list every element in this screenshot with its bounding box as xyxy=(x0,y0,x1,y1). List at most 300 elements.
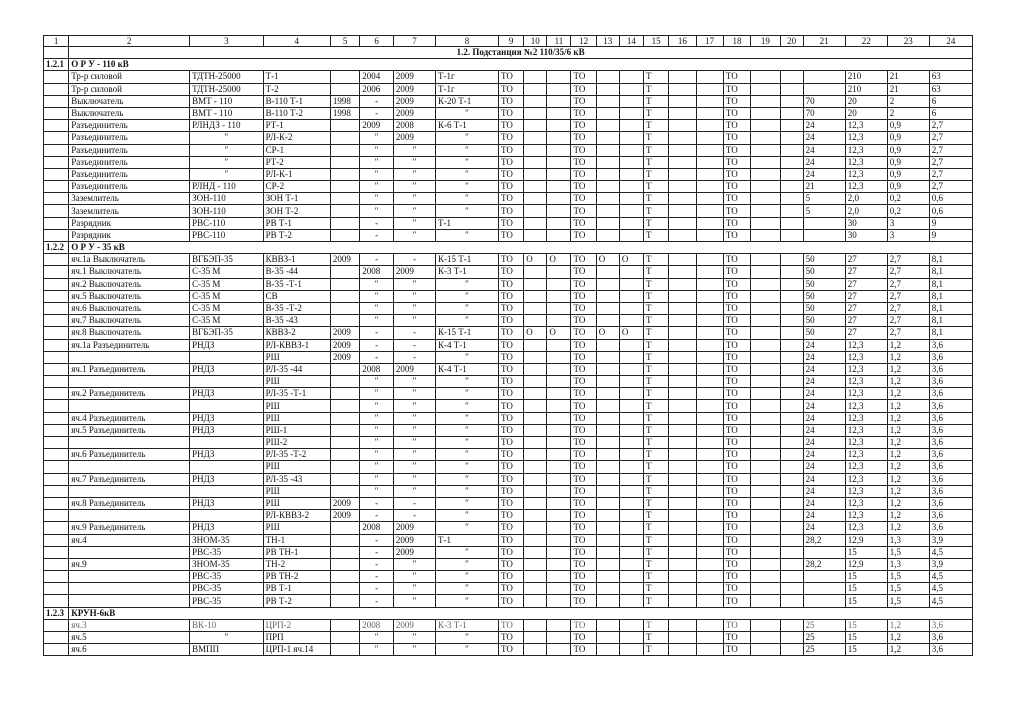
table-cell xyxy=(696,546,723,558)
table-cell xyxy=(751,120,780,132)
table-cell: 2009 xyxy=(393,546,435,558)
table-cell xyxy=(780,278,803,290)
table-cell xyxy=(547,583,571,595)
table-cell xyxy=(596,412,619,424)
table-cell: 2,7 xyxy=(929,156,972,168)
table-cell: 12,3 xyxy=(845,156,887,168)
table-cell xyxy=(44,363,69,375)
table-cell xyxy=(669,485,696,497)
table-cell: 8,1 xyxy=(929,254,972,266)
table-cell: Т xyxy=(643,95,668,107)
table-cell xyxy=(619,107,643,119)
table-cell xyxy=(69,437,190,449)
table-cell xyxy=(619,400,643,412)
table-cell: ″ xyxy=(360,473,394,485)
table-cell: В-110 Т-1 xyxy=(263,95,330,107)
table-cell: Т xyxy=(643,437,668,449)
table-cell: 12,3 xyxy=(845,120,887,132)
table-cell xyxy=(751,278,780,290)
table-cell: Т xyxy=(643,461,668,473)
table-cell: 3,6 xyxy=(929,632,972,644)
table-cell: яч.1 Разъединитель xyxy=(69,363,190,375)
table-cell: ″ xyxy=(393,461,435,473)
table-cell: Т xyxy=(643,290,668,302)
table-cell: 2,0 xyxy=(845,205,887,217)
table-cell: - xyxy=(393,339,435,351)
table-cell: ″ xyxy=(435,546,498,558)
table-cell: - xyxy=(360,510,394,522)
table-cell xyxy=(751,315,780,327)
table-cell xyxy=(524,229,547,241)
table-cell: РШ xyxy=(263,412,330,424)
table-cell: 15 xyxy=(845,583,887,595)
table-cell xyxy=(524,497,547,509)
table-cell: ТО xyxy=(571,351,596,363)
table-cell: ТО xyxy=(499,534,524,546)
table-cell: 15 xyxy=(845,632,887,644)
table-cell: яч.3 xyxy=(69,619,190,631)
table-cell xyxy=(669,95,696,107)
table-cell xyxy=(696,571,723,583)
table-cell: 27 xyxy=(845,266,887,278)
table-cell xyxy=(547,95,571,107)
table-cell: ″ xyxy=(360,412,394,424)
table-cell: 1,3 xyxy=(887,534,929,546)
table-cell xyxy=(330,449,359,461)
table-cell xyxy=(696,156,723,168)
table-cell: ″ xyxy=(435,181,498,193)
table-cell xyxy=(44,497,69,509)
table-cell: ″ xyxy=(393,193,435,205)
table-cell: 1998 xyxy=(330,95,359,107)
table-cell: ТО xyxy=(499,376,524,388)
table-cell: ТО xyxy=(571,120,596,132)
table-cell: ТО xyxy=(499,254,524,266)
table-cell xyxy=(44,278,69,290)
table-cell: 12,3 xyxy=(845,400,887,412)
table-cell xyxy=(780,424,803,436)
table-row xyxy=(44,571,973,583)
table-cell: ТО xyxy=(723,339,750,351)
table-cell xyxy=(547,619,571,631)
table-cell: ТО xyxy=(723,144,750,156)
table-cell: ТО xyxy=(723,302,750,314)
table-cell xyxy=(780,619,803,631)
table-cell: 2,7 xyxy=(929,181,972,193)
table-cell: - xyxy=(393,254,435,266)
table-cell xyxy=(669,278,696,290)
table-cell xyxy=(596,120,619,132)
table-cell xyxy=(780,632,803,644)
table-cell: ТО xyxy=(499,546,524,558)
table-cell: Т-1г xyxy=(435,83,498,95)
table-cell: Т xyxy=(643,278,668,290)
table-cell: К-3 Т-1 xyxy=(435,266,498,278)
table-cell xyxy=(751,156,780,168)
table-cell xyxy=(190,461,264,473)
table-cell xyxy=(596,83,619,95)
table-cell: Тр-р силовой xyxy=(69,83,190,95)
table-cell: ″ xyxy=(190,168,264,180)
table-cell: Т xyxy=(643,644,668,656)
table-cell xyxy=(596,619,619,631)
table-cell: ″ xyxy=(393,583,435,595)
table-cell: О xyxy=(524,327,547,339)
table-cell: ″ xyxy=(393,400,435,412)
table-cell xyxy=(803,229,845,241)
table-cell xyxy=(547,461,571,473)
table-cell xyxy=(44,156,69,168)
table-cell: ТО xyxy=(499,351,524,363)
table-row xyxy=(44,181,973,193)
table-cell: ″ xyxy=(360,278,394,290)
table-cell: ″ xyxy=(393,290,435,302)
section-header-row xyxy=(44,59,973,71)
table-cell: 3,6 xyxy=(929,461,972,473)
table-cell xyxy=(696,168,723,180)
table-row xyxy=(44,205,973,217)
table-cell: Т xyxy=(643,120,668,132)
table-cell xyxy=(780,144,803,156)
table-cell xyxy=(619,120,643,132)
table-cell xyxy=(547,71,571,83)
table-cell: 3,6 xyxy=(929,437,972,449)
table-cell: ТО xyxy=(723,522,750,534)
table-cell xyxy=(619,266,643,278)
table-cell: РШ xyxy=(263,485,330,497)
table-cell xyxy=(669,120,696,132)
table-cell xyxy=(619,534,643,546)
table-cell: 1,2 xyxy=(887,339,929,351)
table-cell: 12,3 xyxy=(845,437,887,449)
table-cell xyxy=(669,571,696,583)
table-cell: 12,9 xyxy=(845,534,887,546)
table-cell xyxy=(44,534,69,546)
table-cell xyxy=(669,266,696,278)
table-cell xyxy=(596,132,619,144)
table-cell: ″ xyxy=(360,461,394,473)
table-cell: ″ xyxy=(360,376,394,388)
table-row xyxy=(44,424,973,436)
table-cell xyxy=(780,156,803,168)
table-cell xyxy=(44,181,69,193)
table-cell: 1,2 xyxy=(887,400,929,412)
table-cell xyxy=(330,363,359,375)
table-cell xyxy=(751,266,780,278)
table-cell: Т xyxy=(643,254,668,266)
table-cell: ″ xyxy=(393,632,435,644)
table-cell: ТО xyxy=(499,266,524,278)
table-cell xyxy=(780,193,803,205)
table-cell xyxy=(751,412,780,424)
table-cell xyxy=(330,156,359,168)
table-cell xyxy=(780,229,803,241)
section-header-row xyxy=(44,242,973,254)
table-cell: ″ xyxy=(360,205,394,217)
table-row xyxy=(44,132,973,144)
table-cell: 8,1 xyxy=(929,266,972,278)
table-cell: ТО xyxy=(571,546,596,558)
table-cell: ТО xyxy=(723,632,750,644)
table-cell xyxy=(596,315,619,327)
table-cell xyxy=(69,583,190,595)
table-cell xyxy=(547,376,571,388)
table-cell xyxy=(44,327,69,339)
table-cell xyxy=(69,376,190,388)
table-cell xyxy=(619,302,643,314)
table-cell: ″ xyxy=(360,315,394,327)
table-cell xyxy=(524,120,547,132)
table-cell xyxy=(619,339,643,351)
table-cell xyxy=(780,290,803,302)
table-cell: ТО xyxy=(723,510,750,522)
table-cell xyxy=(596,485,619,497)
table-cell: ″ xyxy=(435,510,498,522)
table-cell xyxy=(751,510,780,522)
table-cell: В-35 -43 xyxy=(263,315,330,327)
table-cell: 0,9 xyxy=(887,120,929,132)
table-cell xyxy=(619,71,643,83)
table-cell xyxy=(44,120,69,132)
table-cell xyxy=(44,168,69,180)
table-cell xyxy=(669,132,696,144)
table-cell xyxy=(547,644,571,656)
table-cell: Т xyxy=(643,83,668,95)
table-cell xyxy=(330,522,359,534)
table-cell xyxy=(619,412,643,424)
column-number: 19 xyxy=(751,36,780,47)
table-cell: - xyxy=(393,510,435,522)
table-cell: ″ xyxy=(435,571,498,583)
table-cell: 24 xyxy=(803,412,845,424)
table-row xyxy=(44,400,973,412)
table-cell: ЦРП-1 яч.14 xyxy=(263,644,330,656)
table-cell xyxy=(547,546,571,558)
table-cell: 24 xyxy=(803,485,845,497)
table-cell xyxy=(751,144,780,156)
column-number: 3 xyxy=(190,36,264,47)
table-cell xyxy=(330,144,359,156)
table-cell: 1,2 xyxy=(887,363,929,375)
table-cell: 3,6 xyxy=(929,449,972,461)
table-cell: РВ Т-1 xyxy=(263,217,330,229)
table-cell: 12,3 xyxy=(845,388,887,400)
table-cell: С-35 М xyxy=(190,290,264,302)
table-cell xyxy=(669,644,696,656)
table-cell: РВС-110 xyxy=(190,229,264,241)
table-cell xyxy=(803,83,845,95)
table-cell xyxy=(190,351,264,363)
table-cell: ТО xyxy=(723,437,750,449)
table-cell xyxy=(780,302,803,314)
table-cell xyxy=(751,497,780,509)
table-cell xyxy=(669,449,696,461)
table-cell xyxy=(69,461,190,473)
table-cell: - xyxy=(393,497,435,509)
column-number: 18 xyxy=(723,36,750,47)
table-cell xyxy=(44,473,69,485)
table-row xyxy=(44,461,973,473)
table-row xyxy=(44,168,973,180)
table-cell xyxy=(751,376,780,388)
table-cell: 25 xyxy=(803,632,845,644)
table-cell: 2,7 xyxy=(887,254,929,266)
table-cell: ТО xyxy=(571,619,596,631)
table-cell xyxy=(669,168,696,180)
table-cell: ″ xyxy=(435,437,498,449)
table-cell xyxy=(696,522,723,534)
table-cell: ТО xyxy=(723,254,750,266)
table-cell: ″ xyxy=(393,229,435,241)
table-cell: 12,3 xyxy=(845,339,887,351)
table-cell: яч.5 xyxy=(69,632,190,644)
table-cell xyxy=(751,571,780,583)
table-cell: 20 xyxy=(845,107,887,119)
table-cell xyxy=(619,473,643,485)
table-cell: 3,9 xyxy=(929,534,972,546)
table-cell: К-3 Т-1 xyxy=(435,619,498,631)
table-cell xyxy=(669,388,696,400)
table-cell: ТО xyxy=(571,315,596,327)
table-cell xyxy=(44,95,69,107)
table-cell: РНДЗ xyxy=(190,424,264,436)
table-cell xyxy=(751,229,780,241)
table-cell xyxy=(696,473,723,485)
table-cell: ТО xyxy=(571,558,596,570)
table-cell: ″ xyxy=(360,400,394,412)
table-cell xyxy=(780,534,803,546)
table-cell: 1,5 xyxy=(887,595,929,607)
table-cell xyxy=(524,619,547,631)
table-cell: Т xyxy=(643,71,668,83)
table-cell: 8,1 xyxy=(929,278,972,290)
table-cell: 70 xyxy=(803,107,845,119)
table-cell: яч.5 Разъединитель xyxy=(69,424,190,436)
table-cell xyxy=(619,363,643,375)
table-cell xyxy=(596,278,619,290)
table-cell xyxy=(696,632,723,644)
table-cell: Т xyxy=(643,388,668,400)
table-cell xyxy=(596,497,619,509)
table-cell xyxy=(619,229,643,241)
table-cell: 12,3 xyxy=(845,351,887,363)
table-cell xyxy=(751,205,780,217)
table-cell xyxy=(751,595,780,607)
table-cell: 27 xyxy=(845,278,887,290)
table-row xyxy=(44,95,973,107)
table-cell xyxy=(547,168,571,180)
table-cell: ЗОН Т-1 xyxy=(263,193,330,205)
table-cell xyxy=(669,400,696,412)
table-cell: ТО xyxy=(499,595,524,607)
table-cell xyxy=(524,534,547,546)
table-cell: 25 xyxy=(803,619,845,631)
table-cell xyxy=(619,571,643,583)
table-cell: ″ xyxy=(435,485,498,497)
table-cell xyxy=(330,290,359,302)
table-cell: Т xyxy=(643,144,668,156)
table-cell xyxy=(780,400,803,412)
table-cell: ″ xyxy=(360,437,394,449)
table-cell: ″ xyxy=(435,388,498,400)
table-cell: ТО xyxy=(571,388,596,400)
table-cell xyxy=(547,485,571,497)
table-cell xyxy=(596,558,619,570)
table-cell: ″ xyxy=(393,449,435,461)
table-cell: 1,2 xyxy=(887,644,929,656)
column-number: 15 xyxy=(643,36,668,47)
table-cell xyxy=(547,632,571,644)
table-cell xyxy=(669,205,696,217)
table-cell xyxy=(547,83,571,95)
table-cell: 2009 xyxy=(393,522,435,534)
table-cell xyxy=(669,632,696,644)
table-cell xyxy=(524,424,547,436)
table-cell xyxy=(780,339,803,351)
table-cell xyxy=(780,510,803,522)
table-cell xyxy=(524,546,547,558)
table-cell: ТО xyxy=(499,290,524,302)
section-name: КРУН-6кВ xyxy=(69,607,973,619)
table-cell: РНДЗ xyxy=(190,497,264,509)
table-row xyxy=(44,278,973,290)
table-cell xyxy=(596,363,619,375)
table-cell: ТО xyxy=(571,254,596,266)
table-cell: ″ xyxy=(435,449,498,461)
table-cell: 3 xyxy=(887,229,929,241)
table-row xyxy=(44,449,973,461)
table-cell: 12,3 xyxy=(845,376,887,388)
table-cell: ТО xyxy=(723,546,750,558)
table-cell: К-4 Т-1 xyxy=(435,339,498,351)
table-cell: ″ xyxy=(393,315,435,327)
table-cell: ВК-10 xyxy=(190,619,264,631)
table-cell xyxy=(547,193,571,205)
table-cell: 6 xyxy=(929,107,972,119)
table-cell: ТО xyxy=(723,583,750,595)
table-cell xyxy=(330,534,359,546)
table-cell: Т xyxy=(643,376,668,388)
table-cell: Т xyxy=(643,217,668,229)
table-cell xyxy=(669,144,696,156)
table-cell: ТО xyxy=(571,437,596,449)
table-cell: Т-1 xyxy=(263,71,330,83)
table-cell: 2,7 xyxy=(887,278,929,290)
table-cell xyxy=(751,522,780,534)
table-cell xyxy=(596,168,619,180)
table-cell xyxy=(547,363,571,375)
table-cell xyxy=(669,473,696,485)
table-cell xyxy=(696,339,723,351)
table-cell: ТО xyxy=(571,266,596,278)
table-row xyxy=(44,619,973,631)
table-cell: ТО xyxy=(571,144,596,156)
table-cell: ″ xyxy=(435,205,498,217)
table-cell: ТО xyxy=(571,632,596,644)
table-cell xyxy=(619,132,643,144)
table-cell xyxy=(669,302,696,314)
table-cell: 24 xyxy=(803,497,845,509)
table-cell xyxy=(44,229,69,241)
table-cell: Т xyxy=(643,266,668,278)
table-cell: ПРП xyxy=(263,632,330,644)
table-cell: 2009 xyxy=(393,71,435,83)
table-cell: ″ xyxy=(435,290,498,302)
table-cell xyxy=(330,595,359,607)
table-cell xyxy=(751,583,780,595)
table-cell xyxy=(524,510,547,522)
table-cell: ТО xyxy=(723,229,750,241)
